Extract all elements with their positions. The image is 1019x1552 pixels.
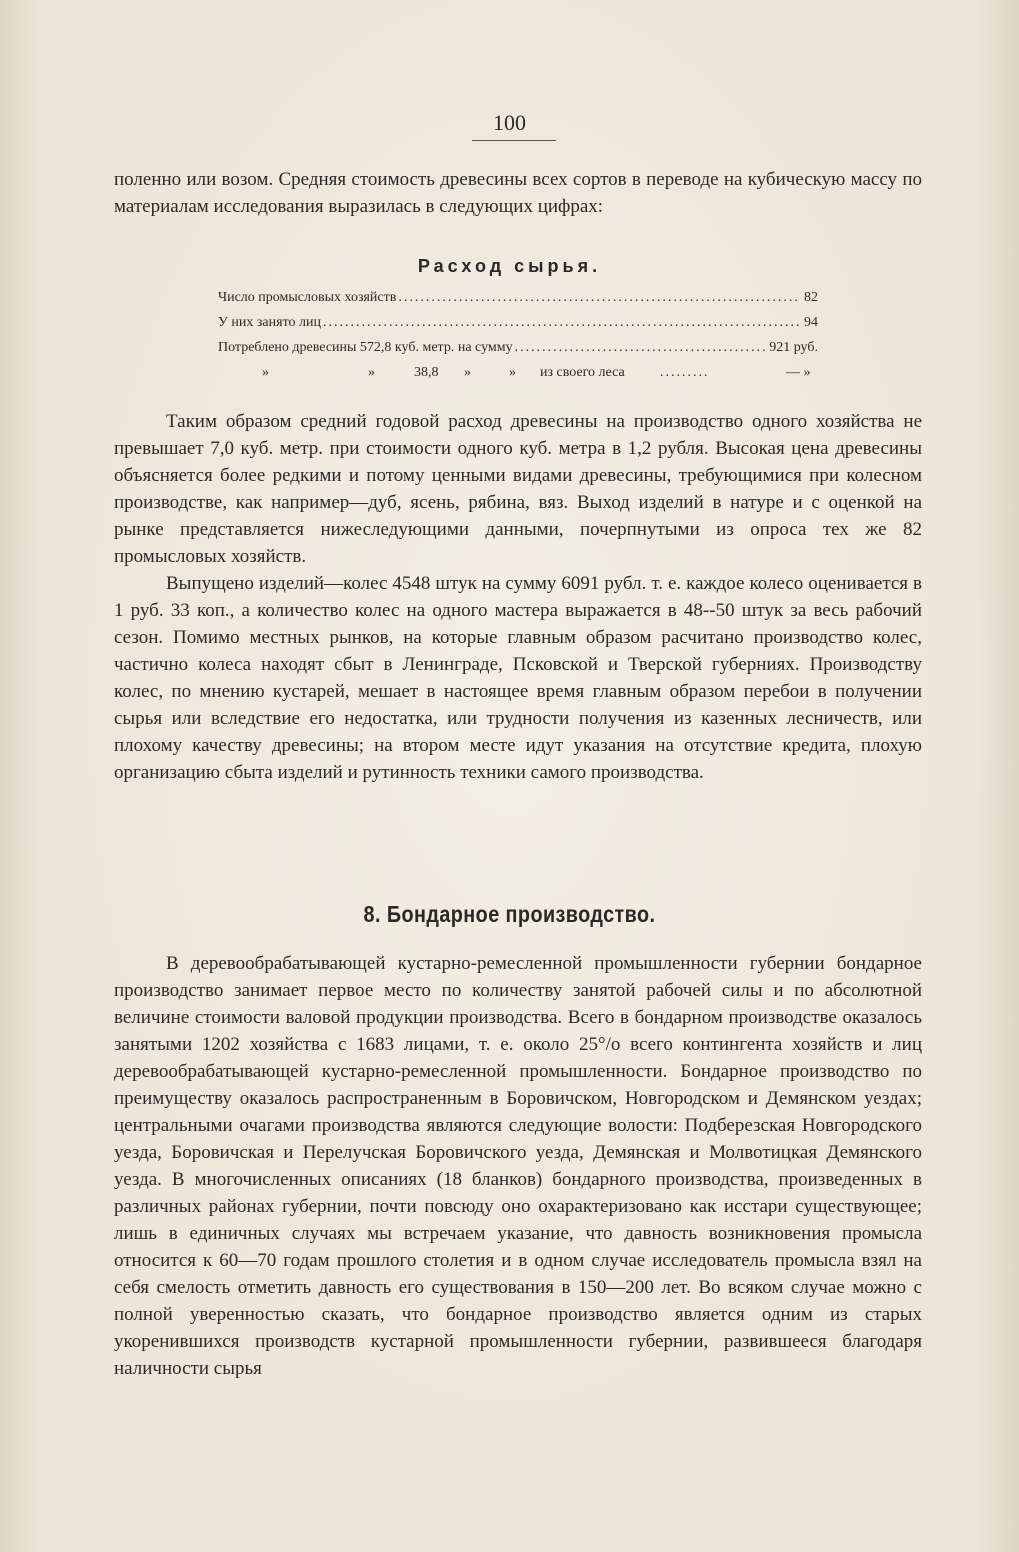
dot-leader xyxy=(515,340,766,356)
main-text-block xyxy=(114,408,922,786)
dot-leader: ......... xyxy=(660,365,710,380)
table-row-value: 82 xyxy=(804,290,818,305)
table-row-value: 94 xyxy=(804,315,818,330)
intro-paragraph-block xyxy=(114,166,922,220)
table-row-value: 921 руб. xyxy=(769,340,818,355)
ditto-amount: 38,8 xyxy=(414,365,439,380)
section-text-block xyxy=(114,950,922,1382)
ditto-mark: » xyxy=(464,365,471,380)
paragraph: В деревообрабатывающей кустарно-ремесленной промышленности губернии бондарное производство занимает первое место по количеству занятой рабочей силы и по абсолютной величине стоимости валовой продукции производства. Всего в бондарном производстве оказалось занятыми 1202 хозяйства с 1683 лицами, т. е. около 25°/о всего контингента хозяйств и лиц деревообрабатывающей кустарно-ремесленной промышленности. Бондарное производство по преимуществу оказалось распространенным в Боровичском, Новгородском и Демянском уездах; центральными очагами производства являются следующие волости: Подберезская Новгородского уезда, Боровичская и Перелучская Боровичского уезда, Демянская и Молвотицкая Демянского уезда. В многочисленных описаниях (18 бланков) бондарного производства, произведенных в различных районах губернии, почти повсюду оно охарактеризовано как исстари существующее; лишь в единичных случаях мы встречаем указание, что давность возникновения промысла относится к 60—70 годам прошлого столетия и в одном случае исследователь промысла взял на себя смелость отметить давность его существования в 150—200 лет. Во всяком случае можно с полной уверенностью сказать, что бондарное производство является одним из старых укоренившихся производств кустарной промышленности губернии, развившееся благодаря наличности сырья xyxy=(114,953,922,1379)
paragraph: Таким образом средний годовой расход древесины на производство одного хозяйства не превышает 7,0 куб. метр. при стоимости одного куб. метра в 1,2 рубля. Высокая цена древесины объясняется более редкими и потому ценными видами древесины, требующимися при колесном производстве, как например—дуб, ясень, рябина, вяз. Выход изделий в натуре и с оценкой на рынке представляется нижеследующими данными, почерпнутыми из опроса тех же 82 промысловых хозяйств. xyxy=(114,411,922,567)
page-number: 100 xyxy=(493,110,526,135)
ditto-mark: » xyxy=(368,365,375,380)
table-row-label: Число промысловых хозяйств xyxy=(218,290,397,305)
page-number-rule xyxy=(472,140,556,141)
ditto-mark: » xyxy=(262,365,269,380)
paragraph: Выпущено изделий—колес 4548 штук на сумму 6091 рубл. т. е. каждое колесо оценивается в 1 руб. 33 коп., а количество колес на одного мастера выражается в 48--50 штук за весь рабочий сезон. Помимо местных рынков, на которые главным образом расчитано производство колес, частично колеса находят сбыт в Ленинграде, Псковской и Тверской губерниях. Производству колес, по мнению кустарей, мешает в настоящее время главным образом перебои в получении сырья или вследствие его недостатка, или трудности получения из казенных лесничеств, или плохому качеству древесины; на втором месте идут указания на отсутствие кредита, плохую организацию сбыта изделий и рутинность техники самого производства. xyxy=(114,573,922,783)
ditto-mark: » xyxy=(509,365,516,380)
dot-leader xyxy=(398,290,800,306)
table-row xyxy=(218,315,818,339)
section-heading: 8. Бондарное производство. xyxy=(363,901,656,927)
table-title: Расход сырья. xyxy=(417,256,602,276)
table-row xyxy=(218,340,818,364)
table-row-label: У них занято лиц xyxy=(218,315,321,330)
table-row-label: Потреблено древесины 572,8 куб. метр. на сумму xyxy=(218,340,513,355)
ditto-label: из своего леса xyxy=(540,365,625,380)
table-row-ditto xyxy=(218,365,818,389)
table-row xyxy=(218,290,818,314)
intro-paragraph: поленно или возом. Средняя стоимость древесины всех сортов в переводе на кубическую массу по материалам исследования выразилась в следующих цифрах: xyxy=(114,169,922,217)
ditto-value: — » xyxy=(786,365,811,380)
dot-leader xyxy=(323,315,800,331)
